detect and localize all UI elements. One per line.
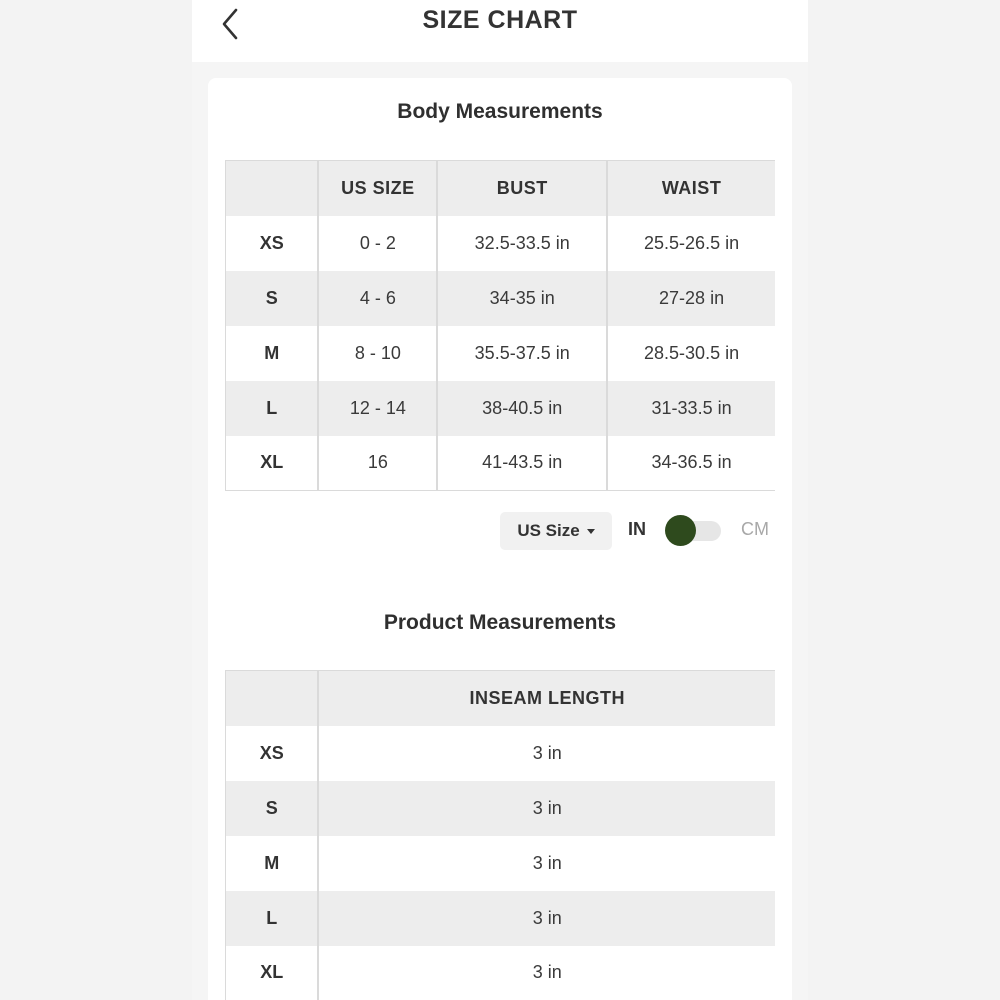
bust-cell: 34-35 in xyxy=(437,271,607,326)
waist-cell: 25.5-26.5 in xyxy=(607,216,775,271)
size-label: M xyxy=(226,326,319,381)
table-row xyxy=(226,836,776,891)
table-row xyxy=(226,326,776,381)
table-row xyxy=(226,726,776,781)
size-label: S xyxy=(226,781,319,836)
bust-cell: 41-43.5 in xyxy=(437,436,607,491)
toggle-knob xyxy=(665,515,696,546)
waist-cell: 28.5-30.5 in xyxy=(607,326,775,381)
bust-cell: 38-40.5 in xyxy=(437,381,607,436)
product-measurements-title: Product Measurements xyxy=(383,611,617,634)
size-label: S xyxy=(226,271,319,326)
unit-toggle[interactable] xyxy=(665,515,723,545)
size-label: XS xyxy=(226,726,319,781)
body-measurements-table xyxy=(225,160,775,491)
column-header-waist: WAIST xyxy=(607,161,775,216)
waist-cell: 34-36.5 in xyxy=(607,436,775,491)
inseam-cell: 3 in xyxy=(318,726,775,781)
size-label: L xyxy=(226,891,319,946)
header xyxy=(192,0,808,62)
us-size-cell: 8 - 10 xyxy=(318,326,437,381)
table-row xyxy=(226,216,776,271)
us-size-cell: 16 xyxy=(318,436,437,491)
page-title: SIZE CHART xyxy=(422,6,578,34)
table-header-row xyxy=(226,671,776,726)
bust-cell: 32.5-33.5 in xyxy=(437,216,607,271)
column-header-bust: BUST xyxy=(437,161,607,216)
table-row xyxy=(226,436,776,491)
size-label: XL xyxy=(226,436,319,491)
table-header-row xyxy=(226,161,776,216)
inseam-cell: 3 in xyxy=(318,946,775,1000)
caret-down-icon xyxy=(587,529,595,534)
us-size-cell: 12 - 14 xyxy=(318,381,437,436)
unit-label-cm: CM xyxy=(741,519,769,539)
product-measurements-table xyxy=(225,670,775,1000)
size-chart-card xyxy=(208,78,792,1000)
waist-cell: 27-28 in xyxy=(607,271,775,326)
table-row xyxy=(226,946,776,1000)
bust-cell: 35.5-37.5 in xyxy=(437,326,607,381)
table-row xyxy=(226,781,776,836)
unit-label-in: IN xyxy=(628,519,646,539)
size-system-select[interactable] xyxy=(500,512,612,550)
us-size-cell: 4 - 6 xyxy=(318,271,437,326)
body-measurements-title: Body Measurements xyxy=(397,100,603,123)
column-header-us-size: US SIZE xyxy=(318,161,437,216)
size-label: XL xyxy=(226,946,319,1000)
waist-cell: 31-33.5 in xyxy=(607,381,775,436)
column-header-size xyxy=(226,671,319,726)
size-label: XS xyxy=(226,216,319,271)
table-row xyxy=(226,891,776,946)
size-system-select-label: US Size xyxy=(517,521,580,540)
inseam-cell: 3 in xyxy=(318,836,775,891)
us-size-cell: 0 - 2 xyxy=(318,216,437,271)
column-header-size xyxy=(226,161,319,216)
table-row xyxy=(226,271,776,326)
column-header-inseam-length: INSEAM LENGTH xyxy=(318,671,775,726)
size-label: L xyxy=(226,381,319,436)
size-chart-screen xyxy=(192,0,808,1000)
inseam-cell: 3 in xyxy=(318,891,775,946)
inseam-cell: 3 in xyxy=(318,781,775,836)
table-row xyxy=(226,381,776,436)
unit-controls xyxy=(208,510,792,550)
size-label: M xyxy=(226,836,319,891)
